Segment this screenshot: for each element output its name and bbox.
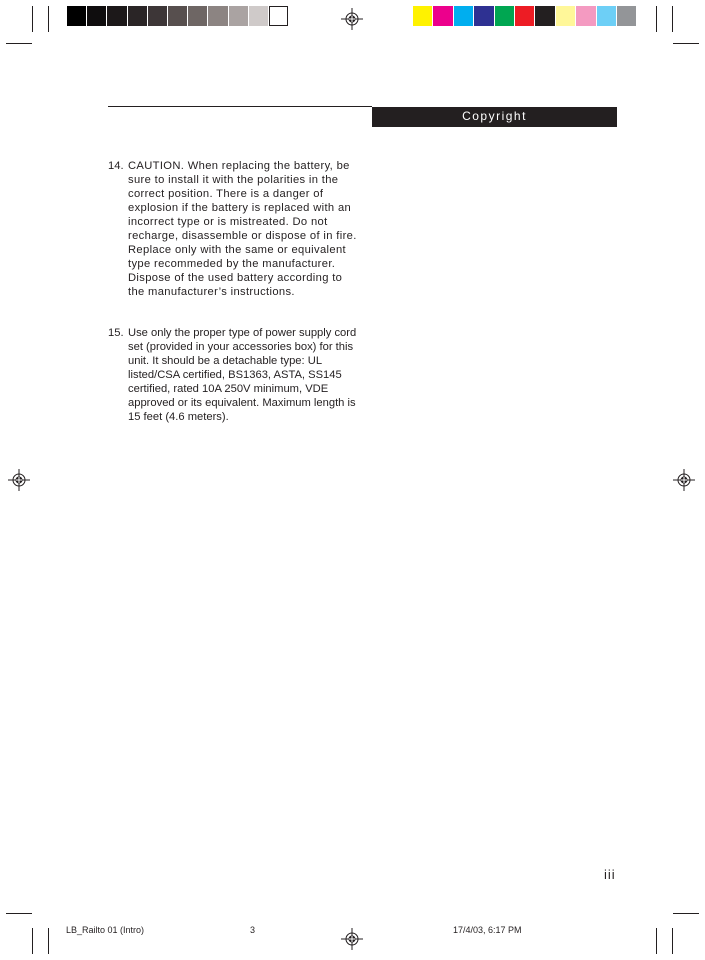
- color-swatch: [556, 6, 575, 26]
- grayscale-swatch: [249, 6, 268, 26]
- grayscale-swatch: [148, 6, 167, 26]
- registration-mark-left-icon: [8, 469, 30, 491]
- registration-mark-right-icon: [673, 469, 695, 491]
- footer-file-name: LB_Railto 01 (Intro): [66, 925, 145, 935]
- grayscale-swatch: [208, 6, 227, 26]
- grayscale-swatch: [67, 6, 86, 26]
- color-swatch: [433, 6, 452, 26]
- header-rule: [108, 106, 372, 107]
- section-title: Copyright: [372, 107, 617, 127]
- grayscale-swatch: [87, 6, 106, 26]
- grayscale-swatch: [269, 6, 288, 26]
- registration-mark-bottom-icon: [341, 928, 363, 950]
- color-swatch: [474, 6, 493, 26]
- list-item-text: CAUTION. When replacing the battery, be sure to install it with the polarities in the correct position. There is a danger of explosion if the battery is replaced with an incorrect type or is mistreated. Do not recharge, disassemble or dispose of in fire. Replace only with the same or equivalent type recommeded by the manufacturer. Dispose of the used battery according to the manufacturer’s instructions.: [128, 160, 357, 298]
- grayscale-swatch: [128, 6, 147, 26]
- color-swatch: [495, 6, 514, 26]
- grayscale-swatch: [229, 6, 248, 26]
- color-swatch: [413, 6, 432, 26]
- color-swatch: [535, 6, 554, 26]
- grayscale-swatch: [107, 6, 126, 26]
- color-swatch: [515, 6, 534, 26]
- color-swatch: [597, 6, 616, 26]
- page-number: iii: [604, 867, 616, 882]
- grayscale-swatch: [188, 6, 207, 26]
- color-swatch: [617, 6, 636, 26]
- list-item-number: 15.: [108, 327, 124, 339]
- grayscale-swatch: [168, 6, 187, 26]
- color-swatch: [454, 6, 473, 26]
- color-swatch: [576, 6, 595, 26]
- list-item-text: Use only the proper type of power supply cord set (provided in your accessories box) for this unit. It should be a detachable type: UL listed/CSA certified, BS1363, ASTA, SS145 certified, rated 10A 250V minimum, VDE approved or its equivalent. Maximum length is 15 feet (4.6 meters).: [128, 327, 357, 423]
- footer-page: 3: [250, 925, 256, 935]
- footer-timestamp: 17/4/03, 6:17 PM: [453, 925, 522, 935]
- list-item-14: [108, 159, 358, 299]
- registration-mark-top-icon: [341, 8, 363, 30]
- list-item-15: [108, 326, 358, 424]
- list-item-number: 14.: [108, 160, 124, 172]
